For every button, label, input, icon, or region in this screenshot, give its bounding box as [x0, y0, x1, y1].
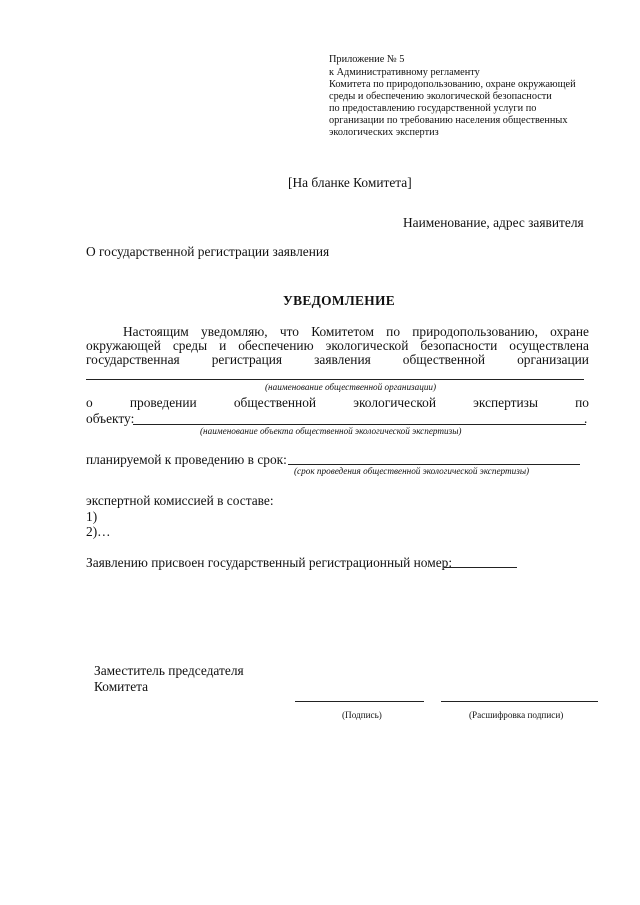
term-field	[288, 464, 580, 465]
word: что	[279, 324, 299, 339]
commission-member: 2)…	[86, 524, 111, 539]
annex-line: Приложение № 5	[329, 54, 405, 65]
word: экспертизы	[473, 395, 538, 410]
object-name-field	[133, 424, 586, 425]
signer-position: Заместитель председателя	[94, 663, 244, 678]
annex-line: к Административному регламенту	[329, 67, 480, 78]
word: среды	[172, 338, 208, 353]
annex-line: экологических экспертиз	[329, 127, 439, 138]
regnum-label: Заявлению присвоен государственный регистрационный номер:	[86, 555, 453, 570]
term-label: планируемой к проведению в срок:	[86, 452, 287, 467]
word: Настоящим	[123, 324, 189, 339]
word: организации	[517, 352, 589, 367]
word: охране	[550, 324, 589, 339]
regnum-field	[444, 567, 517, 568]
word: по	[575, 395, 589, 410]
signature-caption: (Подпись)	[342, 710, 382, 720]
word: общественной	[233, 395, 317, 410]
org-name-field	[86, 379, 584, 380]
object-end-mark: .	[584, 411, 588, 426]
signer-position: Комитета	[94, 679, 149, 694]
word: регистрация	[211, 352, 283, 367]
body-line-4	[86, 396, 589, 409]
body-line-1	[123, 325, 589, 338]
page-title: УВЕДОМЛЕНИЕ	[283, 293, 395, 308]
annex-line: организации по требованию населения общественных	[329, 115, 568, 126]
word: проведении	[129, 395, 197, 410]
word: государственная	[86, 352, 180, 367]
word: экологической	[325, 338, 409, 353]
annex-line: среды и обеспечению экологической безопасности	[329, 91, 552, 102]
word: Комитетом	[311, 324, 374, 339]
subject-line: О государственной регистрации заявления	[86, 244, 330, 259]
object-label: объекту:	[86, 411, 135, 426]
word: безопасности	[420, 338, 498, 353]
word: экологической	[353, 395, 437, 410]
body-line-2	[86, 339, 589, 352]
annex-line: Комитета по природопользованию, охране окружающей	[329, 79, 576, 90]
object-caption: (наименование объекта общественной экологической экспертизы)	[200, 426, 462, 436]
word: природопользованию,	[412, 324, 538, 339]
word: окружающей	[86, 338, 161, 353]
commission-member: 1)	[86, 509, 98, 524]
signature-decode-caption: (Расшифровка подписи)	[469, 710, 564, 720]
word: по	[386, 324, 401, 339]
word: заявления	[314, 352, 371, 367]
signature-decode-field	[441, 701, 598, 702]
applicant-block: Наименование, адрес заявителя	[403, 215, 584, 230]
word: о	[86, 395, 93, 410]
word: уведомляю,	[201, 324, 268, 339]
word: осуществлена	[509, 338, 589, 353]
term-caption: (срок проведения общественной экологической экспертизы)	[294, 466, 530, 476]
word: общественной	[402, 352, 486, 367]
commission-label: экспертной комиссией в составе:	[86, 493, 274, 508]
signature-field	[295, 701, 424, 702]
annex-line: по предоставлению государственной услуги по	[329, 103, 537, 114]
org-caption: (наименование общественной организации)	[265, 382, 437, 392]
letterhead-note: [На бланке Комитета]	[288, 175, 412, 190]
body-line-3	[86, 353, 589, 366]
word: обеспечению	[238, 338, 314, 353]
word: и	[219, 338, 227, 353]
